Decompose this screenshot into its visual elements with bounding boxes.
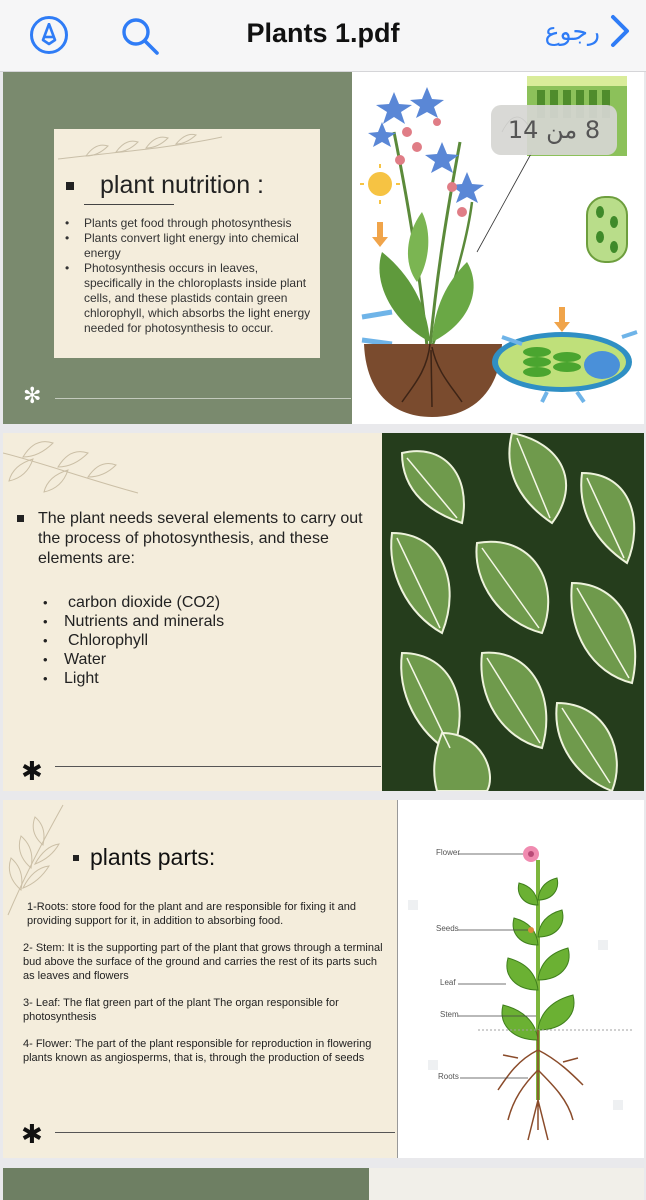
slide-heading xyxy=(73,844,215,871)
back-button[interactable] xyxy=(545,14,630,48)
arrowhead-plant-photo xyxy=(382,433,644,791)
divider xyxy=(55,1132,395,1133)
paragraph: 2- Stem: It is the supporting part of the plant that grows through a terminal bud above the surface of the ground and carries the rest of its parts such as leaves and flowers xyxy=(23,942,383,982)
list-item: • Nutrients and minerals xyxy=(43,612,224,631)
asterisk-icon: ✻ xyxy=(23,384,42,409)
square-bullet-icon xyxy=(17,515,24,522)
next-slide-image xyxy=(369,1168,644,1200)
top-navigation-bar xyxy=(0,0,646,72)
diagram-label-seeds: Seeds xyxy=(436,924,459,933)
asterisk-icon: ✱ xyxy=(21,757,43,787)
text-card xyxy=(54,129,320,358)
asterisk-icon: ✱ xyxy=(21,1120,43,1150)
plant-structure-illustration xyxy=(398,800,644,1158)
elements-list xyxy=(43,593,224,688)
search-icon[interactable] xyxy=(120,16,160,56)
plant-parts-diagram xyxy=(397,800,644,1158)
paragraph: 1-Roots: store food for the plant and are responsible for fixing it and providing support for it, in addition to absorbing food. xyxy=(27,901,356,927)
back-label[interactable]: رجوع xyxy=(544,16,600,46)
leaves-photo xyxy=(382,433,644,791)
diagram-label-roots: Roots xyxy=(438,1072,459,1081)
paragraph: 3- Leaf: The flat green part of the plant The organ responsible for photosynthesis xyxy=(23,997,339,1023)
list-item-text: Chlorophyll xyxy=(68,632,149,649)
list-item: • Photosynthesis occurs in leaves, specifically in the chloroplasts inside plant cells, and these plastids contain green chlorophyll, which absorbs the light energy needed for photosynthesis to occur. xyxy=(62,261,316,336)
diagram-label-stem: Stem xyxy=(440,1010,459,1019)
slide-photosynthesis-elements xyxy=(3,433,644,791)
nutrition-bullets xyxy=(62,216,316,336)
list-item-text: carbon dioxide (CO2) xyxy=(68,594,221,611)
intro-text: The plant needs several elements to carry out the process of photosynthesis, and these elements are: xyxy=(38,510,363,567)
square-bullet-icon xyxy=(73,855,79,861)
divider xyxy=(55,766,381,767)
list-item: • Light xyxy=(43,669,224,688)
diagram-label-leaf: Leaf xyxy=(440,978,456,987)
divider xyxy=(55,398,351,399)
elements-intro xyxy=(17,509,367,569)
chevron-right-icon[interactable] xyxy=(610,14,630,48)
list-item xyxy=(43,593,224,612)
heading-text: plants parts: xyxy=(90,844,216,870)
slide-plant-nutrition xyxy=(3,72,644,424)
square-bullet-icon xyxy=(66,182,74,190)
leaf-sprig-decoration xyxy=(56,129,226,169)
slide-plants-parts xyxy=(3,800,644,1158)
slide-next-partial xyxy=(3,1168,644,1200)
list-item xyxy=(43,631,224,650)
page-indicator: 8 من 14 xyxy=(491,105,617,155)
list-item: • Water xyxy=(43,650,224,669)
plant-parts-text xyxy=(23,900,389,1078)
document-title: Plants 1.pdf xyxy=(246,18,400,48)
list-item: • Plants convert light energy into chemical energy xyxy=(62,231,316,261)
pdf-viewer[interactable] xyxy=(0,72,646,1200)
paragraph: 4- Flower: The part of the plant responsible for reproduction in flowering plants known as angiosperms, that is, through the production of seeds xyxy=(23,1038,372,1064)
divider xyxy=(84,204,174,205)
pen-tip-icon xyxy=(38,23,60,47)
list-item: • Plants get food through photosynthesis xyxy=(62,216,316,231)
markup-pen-icon[interactable] xyxy=(30,16,68,54)
branch-decoration xyxy=(3,433,143,503)
heading-text: plant nutrition : xyxy=(100,171,264,199)
slide-heading xyxy=(66,171,264,200)
diagram-label-flower: Flower xyxy=(436,848,461,857)
